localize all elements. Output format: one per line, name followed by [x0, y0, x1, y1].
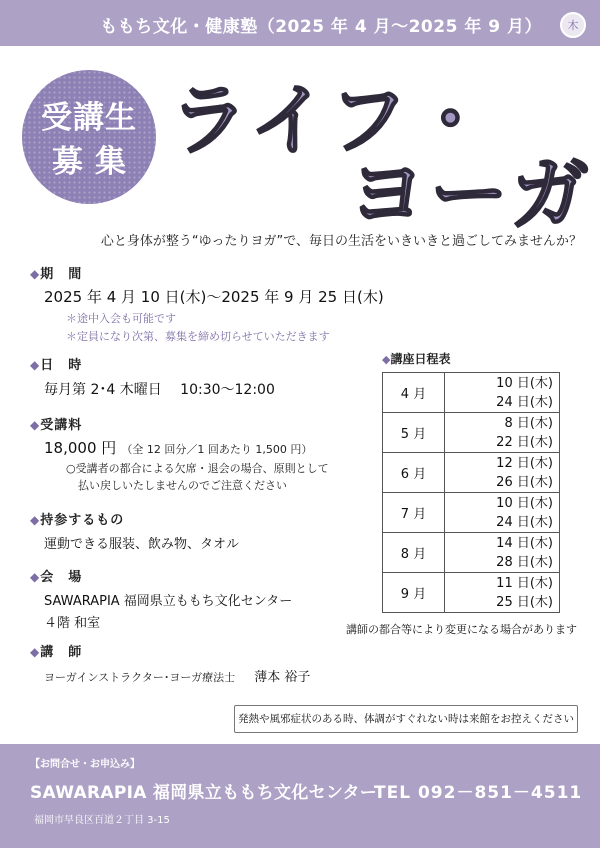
course-schedule-table	[382, 372, 560, 613]
instructor-line	[44, 666, 310, 685]
schedule-date-2: 28 日(木)	[496, 554, 553, 570]
bullet-icon: ◆	[382, 353, 391, 366]
schedule-date-2: 24 日(木)	[496, 514, 553, 530]
bullet-icon: ◆	[30, 267, 41, 281]
bullet-icon: ◆	[30, 418, 41, 432]
org-logo	[560, 12, 586, 38]
datetime-heading-label: 日 時	[40, 358, 83, 373]
schedule-dates	[445, 573, 560, 613]
venue-heading-label: 会 場	[40, 570, 83, 585]
contact-label: 【お問合せ・お申込み】	[30, 759, 140, 770]
schedule-row	[383, 413, 560, 453]
schedule-month: 6 月	[383, 453, 445, 493]
items-heading	[30, 509, 239, 528]
period-note-2: ＊定員になり次第、募集を締め切らせていただきます	[66, 330, 330, 343]
period-section	[30, 263, 384, 344]
schedule-date-2: 26 日(木)	[496, 474, 553, 490]
bullet-icon: ◆	[30, 570, 41, 584]
schedule-dates	[445, 373, 560, 413]
series-title: ももち文化・健康塾（2025 年 4 月〜2025 年 9 月）	[100, 17, 542, 37]
logo-char: 木	[567, 19, 579, 32]
schedule-month: 4 月	[383, 373, 445, 413]
schedule-dates	[445, 413, 560, 453]
schedule-dates	[445, 533, 560, 573]
schedule-month: 9 月	[383, 573, 445, 613]
instructor-heading-label: 講 師	[40, 645, 83, 660]
venue-line-1: SAWARAPIA 福岡県立ももち文化センター	[44, 594, 293, 609]
period-heading	[30, 263, 384, 282]
datetime-heading	[30, 354, 275, 373]
schedule-date-1: 8 日(木)	[504, 415, 553, 431]
schedule-row	[383, 453, 560, 493]
contact-address: 福岡市早良区百道２丁目 3-15	[34, 815, 170, 826]
schedule-month: 8 月	[383, 533, 445, 573]
title-line-2: ヨーガ	[348, 150, 593, 240]
course-schedule-heading-label: 講座日程表	[390, 352, 451, 366]
venue-section	[30, 566, 292, 631]
bullet-icon: ◆	[30, 513, 41, 527]
items-heading-label: 持参するもの	[40, 513, 125, 528]
fee-note-1: ○受講者の都合による欠席・退会の場合、原則として	[66, 462, 329, 475]
contact-org: SAWARAPIA 福岡県立ももち文化センター	[30, 783, 378, 803]
fee-amount: 18,000 円	[44, 439, 117, 457]
schedule-date-2: 22 日(木)	[496, 434, 553, 450]
health-notice: 発熱や風邪症状のある時、体調がすぐれない時は来館をお控えください	[234, 705, 578, 733]
instructor-title: ヨーガインストラクター･ヨーガ療法士	[44, 671, 236, 684]
schedule-row	[383, 493, 560, 533]
venue-heading	[30, 566, 292, 585]
instructor-section	[30, 641, 310, 685]
footer-contact	[0, 744, 600, 848]
subtitle: 心と身体が整う“ゆったりヨガ”で、毎日の生活をいきいきと過ごしてみませんか？	[100, 234, 582, 249]
schedule-row	[383, 533, 560, 573]
bullet-icon: ◆	[30, 645, 41, 659]
recruitment-badge	[22, 70, 156, 204]
title-line-1: ライフ・	[170, 76, 494, 166]
schedule-row	[383, 573, 560, 613]
schedule-month: 5 月	[383, 413, 445, 453]
schedule-month: 7 月	[383, 493, 445, 533]
badge-line-2: 募集	[52, 144, 138, 180]
schedule-date-2: 25 日(木)	[496, 594, 553, 610]
schedule-date-1: 10 日(木)	[496, 495, 553, 511]
schedule-row	[383, 373, 560, 413]
schedule-date-1: 10 日(木)	[496, 375, 553, 391]
fee-heading-label: 受講料	[40, 418, 83, 433]
schedule-date-1: 12 日(木)	[496, 455, 553, 471]
period-dates: 2025 年 4 月 10 日(木)〜2025 年 9 月 25 日(木)	[44, 288, 384, 306]
schedule-dates	[445, 453, 560, 493]
items-value: 運動できる服装、飲み物、タオル	[44, 537, 240, 552]
schedule-date-1: 14 日(木)	[496, 535, 553, 551]
datetime-value: 毎月第 2･4 木曜日 10:30〜12:00	[44, 382, 275, 398]
header-bar	[0, 0, 600, 46]
instructor-heading	[30, 641, 310, 660]
schedule-date-1: 11 日(木)	[496, 575, 553, 591]
items-section	[30, 509, 239, 552]
contact-tel: TEL 092－851－4511	[374, 783, 583, 803]
period-heading-label: 期 間	[40, 267, 83, 282]
bullet-icon: ◆	[30, 358, 41, 372]
fee-section	[30, 414, 329, 493]
course-schedule-note: 講師の都合等により変更になる場合があります	[346, 623, 577, 636]
badge-line-1: 受講生	[41, 100, 137, 136]
fee-note-2: 払い戻しいたしませんのでご注意ください	[78, 479, 287, 492]
schedule-dates	[445, 493, 560, 533]
course-schedule-heading	[382, 350, 450, 367]
schedule-date-2: 24 日(木)	[496, 394, 553, 410]
fee-heading	[30, 414, 329, 433]
datetime-section	[30, 354, 275, 399]
fee-detail: （全 12 回分／1 回あたり 1,500 円）	[121, 443, 313, 456]
fee-line	[44, 437, 329, 458]
period-note-1: ＊途中入会も可能です	[66, 312, 176, 325]
instructor-name: 薄本 裕子	[254, 670, 311, 685]
venue-line-2: ４階 和室	[44, 616, 101, 631]
